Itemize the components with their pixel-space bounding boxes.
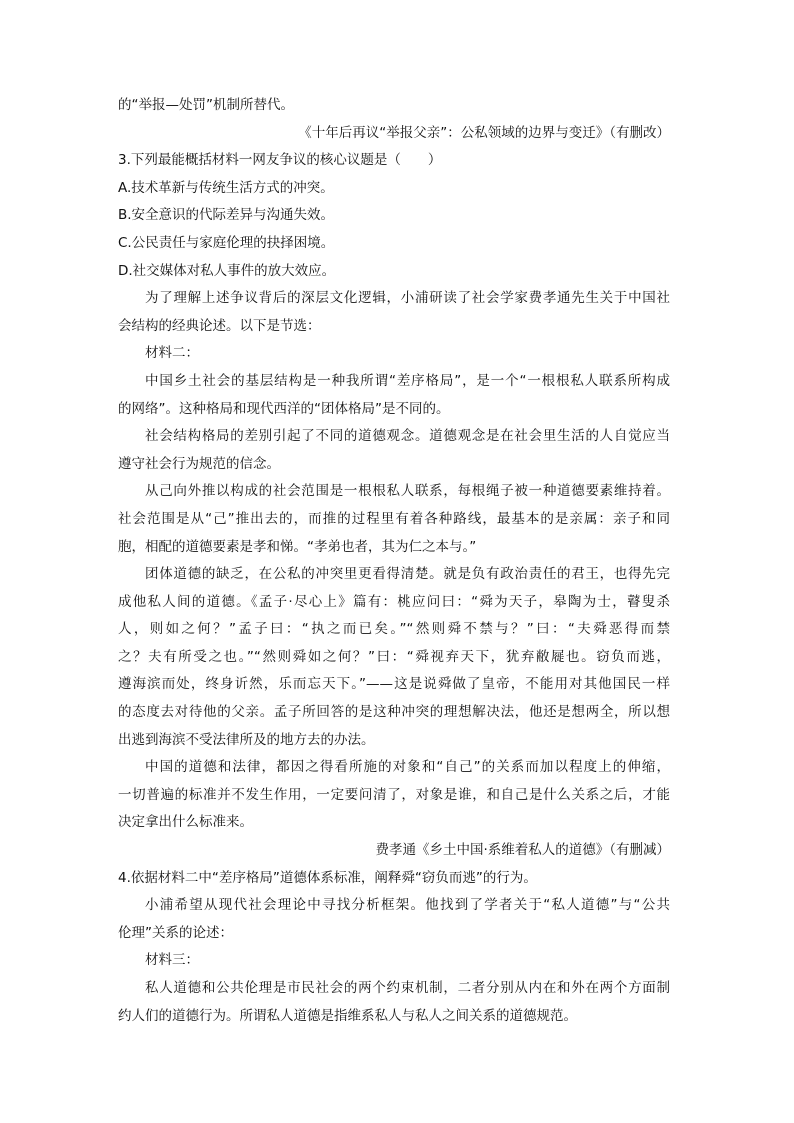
question-3-option-d: D.社交媒体对私人事件的放大效应。: [118, 262, 336, 279]
material2-p1-line: 中国乡土社会的基层结构是一种我所谓“差序格局”，是一个“一根根私人联系所构成: [145, 372, 670, 389]
intro2-line: 为了理解上述争议背后的深层文化逻辑，小浦研读了社会学家费孝通先生关于中国社: [145, 290, 670, 307]
material2-p4-line: 成他私人间的道德。《孟子·尽心上》篇有：桃应问曰：“舜为天子，皋陶为士，瞽叟杀: [118, 593, 670, 610]
material2-p3-line: 从己向外推以构成的社会范围是一根根私人联系，每根绳子被一种道德要素维持着。: [145, 483, 670, 500]
source-citation-1: 《十年后再议“举报父亲”：公私领域的边界与变迁》（有删改）: [298, 124, 670, 141]
material1-tail: 的“举报—处罚”机制所替代。: [118, 97, 294, 113]
intro3-line: 伦理”关系的论述：: [118, 924, 233, 941]
material2-p4-line: 出逃到海滨不受法律所及的地方去的办法。: [118, 731, 375, 748]
material2-p4-line: 人，则如之何？”孟子曰：“执之而已矣。”“然则舜不禁与？”曰：“夫舜恶得而禁: [118, 621, 670, 638]
material2-p1-line: 的网络”。这种格局和现代西洋的“团体格局”是不同的。: [118, 400, 450, 417]
document-page: [118, 92, 670, 1030]
material3-label: 材料三：: [145, 952, 199, 969]
material2-p5-line: 中国的道德和法律，都因之得看所施的对象和“自己”的关系而加以程度上的伸缩，: [145, 759, 670, 776]
material2-label: 材料二：: [145, 345, 199, 362]
source-citation-2: 费孝通《乡土中国·系维着私人的道德》（有删减）: [375, 842, 670, 859]
material2-p5-line: 一切普遍的标准并不发生作用，一定要问清了，对象是谁，和自己是什么关系之后，才能: [118, 786, 670, 803]
material2-p4-line: 遵海滨而处，终身䜣然，乐而忘天下。”——这是说舜做了皇帝，不能用对其他国民一样: [118, 676, 670, 693]
material2-p3-line: 社会范围是从“己”推出去的，而推的过程里有着各种路线，最基本的是亲属：亲子和同: [118, 510, 670, 527]
material3-line: 约人们的道德行为。所谓私人道德是指维系私人与私人之间关系的道德规范。: [118, 1007, 577, 1024]
question-3-option-c: C.公民责任与家庭伦理的抉择困境。: [118, 234, 335, 251]
intro2-line: 会结构的经典论述。以下是节选：: [118, 317, 321, 334]
material2-p3-line: 胞，相配的道德要素是孝和悌。“孝弟也者，其为仁之本与。”: [118, 538, 477, 555]
material2-p4-line: 之？夫有所受之也。”“然则舜如之何？”曰：“舜视弃天下，犹弃敝屣也。窃负而逃，: [118, 648, 670, 665]
material2-p2-line: 遵守社会行为规范的信念。: [118, 455, 280, 472]
question-3-stem: 3.下列最能概括材料一网友争议的核心议题是（ ）: [118, 152, 442, 169]
intro3-line: 小浦希望从现代社会理论中寻找分析框架。他找到了学者关于“私人道德”与“公共: [145, 897, 670, 914]
material3-line: 私人道德和公共伦理是市民社会的两个约束机制，二者分别从内在和外在两个方面制: [145, 980, 670, 996]
question-3-option-a: A.技术革新与传统生活方式的冲突。: [118, 179, 334, 196]
material2-p2-line: 社会结构格局的差别引起了不同的道德观念。道德观念是在社会里生活的人自觉应当: [145, 428, 670, 445]
material2-p4-line: 团体道德的缺乏，在公私的冲突里更看得清楚。就是负有政治责任的君王，也得先完: [145, 566, 670, 583]
material2-p5-line: 决定拿出什么标准来。: [118, 814, 253, 831]
question-4: 4.依据材料二中“差序格局”道德体系标准，阐释舜“窃负而逃”的行为。: [118, 869, 537, 886]
question-3-option-b: B.安全意识的代际差异与沟通失效。: [118, 207, 335, 224]
material2-p4-line: 的态度去对待他的父亲。孟子所回答的是这种冲突的理想解决法，他还是想两全，所以想: [118, 704, 670, 721]
